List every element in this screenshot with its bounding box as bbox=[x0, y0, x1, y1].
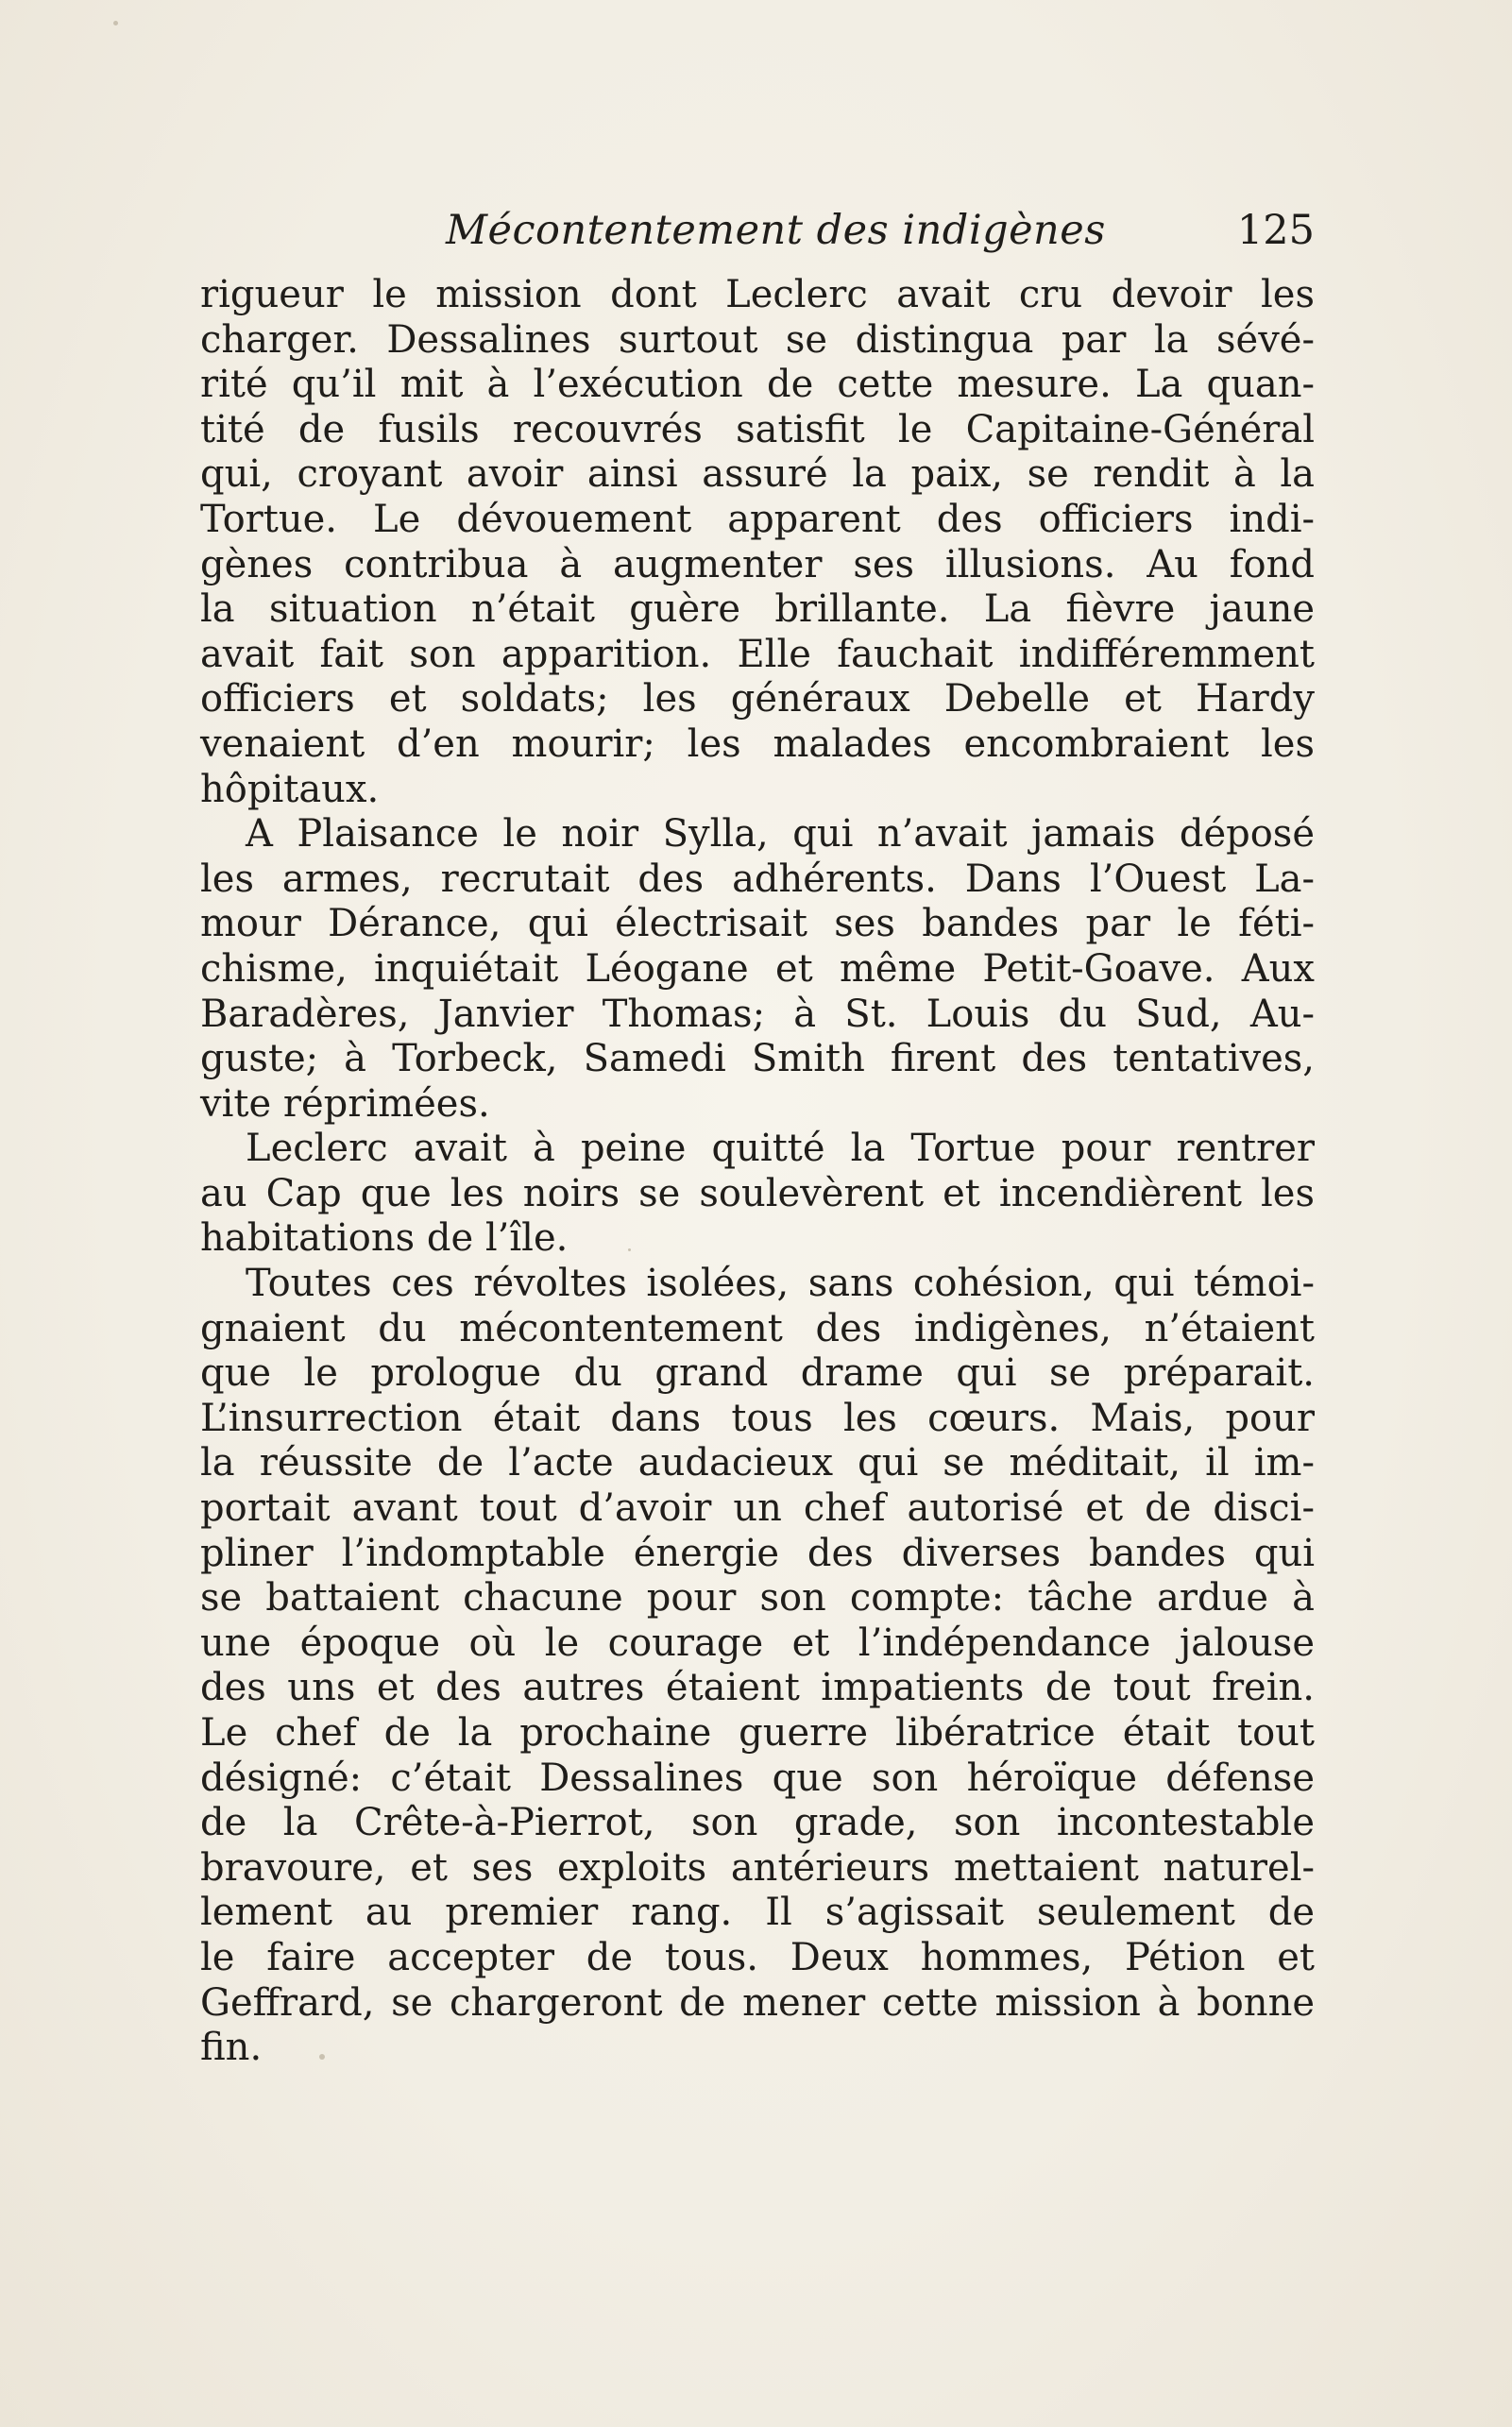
text-line: avait fait son apparition. Elle fauchait indifféremment bbox=[200, 632, 1315, 676]
text-line: lement au premier rang. Il s’agissait seulement de bbox=[200, 1891, 1315, 1935]
text-line: bravoure, et ses exploits antérieurs mettaient naturel- bbox=[200, 1845, 1315, 1890]
text-line: de la Crête-à-Pierrot, son grade, son incontestable bbox=[200, 1801, 1315, 1845]
running-head bbox=[200, 194, 1315, 269]
book-page bbox=[200, 194, 1315, 2071]
text-line: la situation n’était guère brillante. La fièvre jaune bbox=[200, 587, 1315, 632]
text-line: charger. Dessalines surtout se distingua par la sévé- bbox=[200, 317, 1315, 362]
paper-speck bbox=[628, 1248, 631, 1251]
body-text bbox=[200, 273, 1315, 2071]
text-line: se battaient chacune pour son compte: tâche ardue à bbox=[200, 1576, 1315, 1621]
text-line: fin. bbox=[200, 2026, 263, 2070]
text-line: gènes contribua à augmenter ses illusions. Au fond bbox=[200, 542, 1315, 586]
paragraph bbox=[200, 812, 1315, 1127]
text-line: Leclerc avait à peine quitté la Tortue pour rentrer bbox=[246, 1127, 1315, 1171]
text-line: rigueur le mission dont Leclerc avait cru devoir les bbox=[200, 273, 1315, 316]
text-line: tité de fusils recouvrés satisfit le Capitaine-Général bbox=[200, 407, 1315, 451]
text-line: le faire accepter de tous. Deux hommes, Pétion et bbox=[200, 1935, 1315, 1979]
text-line: une époque où le courage et l’indépendance jalouse bbox=[200, 1621, 1315, 1665]
text-line: les armes, recrutait des adhérents. Dans l’Ouest La- bbox=[200, 857, 1315, 901]
text-line: que le prologue du grand drame qui se préparait. bbox=[200, 1351, 1315, 1396]
text-line: L’insurrection était dans tous les cœurs. Mais, pour bbox=[200, 1396, 1315, 1440]
text-line: Toutes ces révoltes isolées, sans cohésion, qui témoi- bbox=[246, 1262, 1315, 1306]
text-line: Tortue. Le dévouement apparent des officiers indi- bbox=[200, 497, 1315, 541]
text-line: Baradères, Janvier Thomas; à St. Louis du Sud, Au- bbox=[200, 992, 1315, 1036]
text-line: des uns et des autres étaient impatients de tout frein. bbox=[200, 1666, 1315, 1710]
text-line: rité qu’il mit à l’exécution de cette mesure. La quan- bbox=[200, 363, 1315, 407]
text-line: Le chef de la prochaine guerre libératrice était tout bbox=[200, 1711, 1315, 1755]
text-line: au Cap que les noirs se soulevèrent et incendièrent les bbox=[200, 1171, 1315, 1215]
text-line: habitations de l’île. bbox=[200, 1216, 569, 1261]
text-line: mour Dérance, qui électrisait ses bandes par le féti- bbox=[200, 902, 1315, 946]
text-line: portait avant tout d’avoir un chef autorisé et de disci- bbox=[200, 1486, 1315, 1531]
page-number: 125 bbox=[1236, 207, 1315, 254]
text-line: la réussite de l’acte audacieux qui se méditait, il im- bbox=[200, 1441, 1315, 1485]
text-line: pliner l’indomptable énergie des diverses bandes qui bbox=[200, 1531, 1315, 1575]
text-line: vite réprimées. bbox=[200, 1081, 490, 1126]
paper-speck bbox=[113, 21, 118, 25]
text-line: guste; à Torbeck, Samedi Smith firent des tentatives, bbox=[200, 1037, 1315, 1081]
running-title: Mécontentement des indigènes bbox=[446, 207, 1106, 254]
paragraph bbox=[200, 273, 1315, 812]
text-line: hôpitaux. bbox=[200, 767, 380, 811]
text-line: officiers et soldats; les généraux Debelle et Hardy bbox=[200, 677, 1315, 721]
text-line: A Plaisance le noir Sylla, qui n’avait jamais déposé bbox=[246, 812, 1315, 857]
paragraph bbox=[200, 1127, 1315, 1262]
text-line: désigné: c’était Dessalines que son héroïque défense bbox=[200, 1756, 1315, 1800]
text-line: chisme, inquiétait Léogane et même Petit-Goave. Aux bbox=[200, 946, 1315, 991]
text-line: gnaient du mécontentement des indigènes, n’étaient bbox=[200, 1306, 1315, 1350]
text-line: venaient d’en mourir; les malades encombraient les bbox=[200, 721, 1315, 766]
text-line: qui, croyant avoir ainsi assuré la paix, se rendit à la bbox=[200, 452, 1315, 497]
text-line: Geffrard, se chargeront de mener cette mission à bonne bbox=[200, 1980, 1315, 2025]
paper-speck bbox=[319, 2054, 325, 2060]
paragraph bbox=[200, 1262, 1315, 2071]
